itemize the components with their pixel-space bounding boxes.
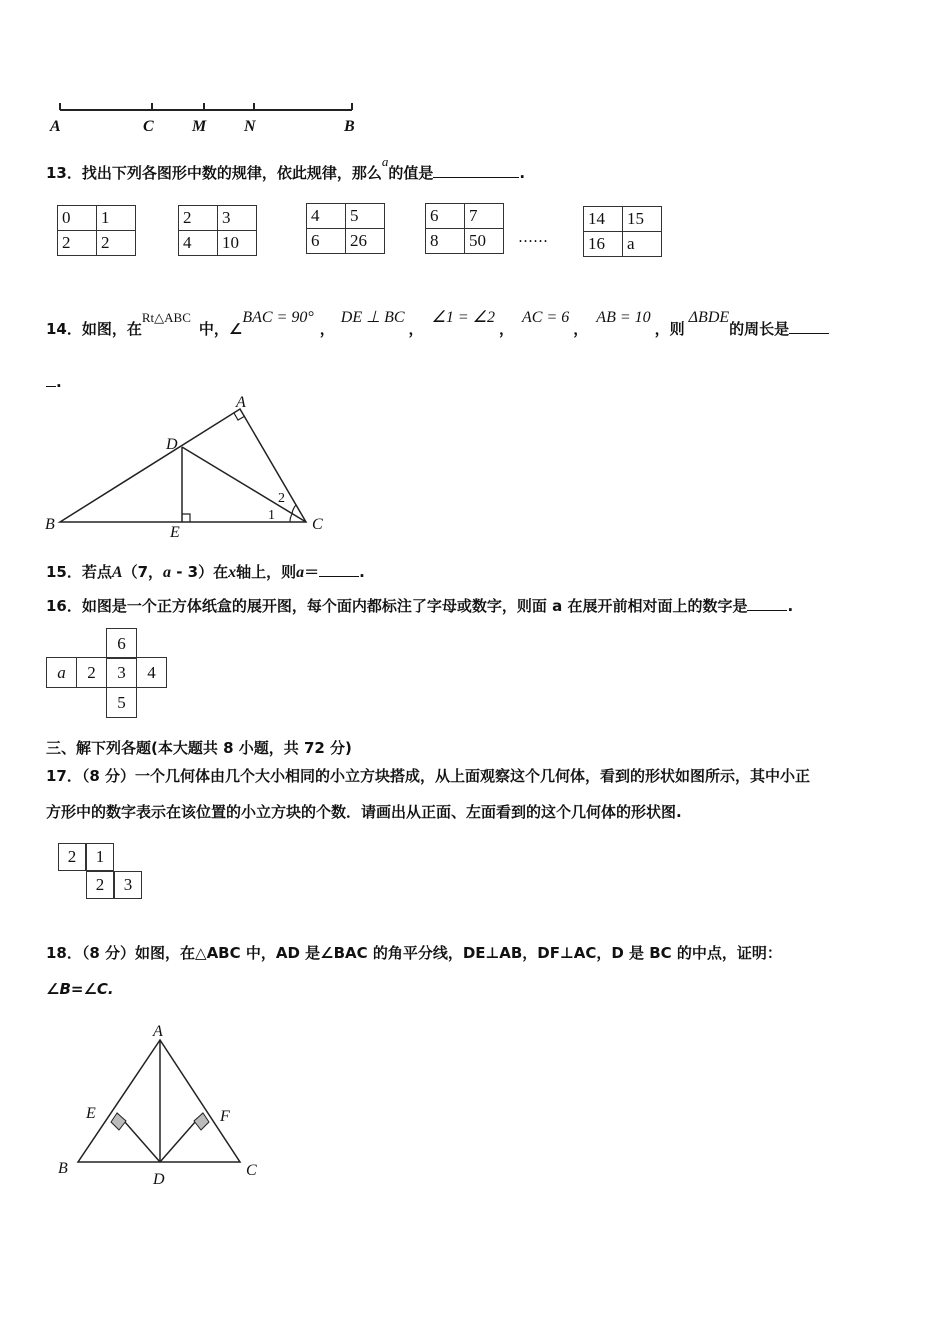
q15-end: . (359, 563, 365, 581)
q17-line-1: （8 分）一个几何体由几个大小相同的小立方块搭成，从上面观察这个几何体，看到的形状如图所示，其中小正 (81, 767, 811, 785)
q13-grid-4 (425, 203, 504, 254)
q14-text-1: 如图，在 (81, 320, 142, 338)
grid-cell: 15 (623, 207, 662, 232)
q15-expr: a (163, 564, 171, 581)
net-cell-4: 4 (136, 657, 167, 688)
q13-grid-3 (306, 203, 385, 254)
point-a-label: A (50, 118, 61, 135)
grid-cell: 4 (179, 231, 218, 256)
question-17 (46, 765, 810, 786)
grid-cell: 26 (346, 229, 385, 254)
point-c-label: C (143, 118, 154, 135)
q14-triangle-bde: ΔBDE (688, 309, 730, 326)
question-18 (46, 942, 782, 963)
grid-cell: 6 (426, 204, 465, 229)
q18-triangle-figure (50, 1020, 280, 1195)
question-13 (46, 154, 526, 183)
grid-cell: 4 (307, 204, 346, 229)
q14-end: . (56, 373, 62, 391)
q15-axis: x (228, 564, 237, 581)
q15-minus: - 3）在 (171, 563, 229, 581)
grid-cell: 10 (218, 231, 257, 256)
q17-number: 17． (46, 767, 82, 785)
fig18-label-c: C (246, 1162, 257, 1179)
q17-cell: 3 (114, 871, 142, 899)
q14-rt-triangle: Rt△ABC (141, 310, 191, 325)
q15-answer-blank[interactable] (319, 562, 359, 577)
section-3-title: 三、解下列各题(本大题共 8 小题，共 72 分) (46, 739, 352, 757)
grid-cell: 50 (465, 229, 504, 254)
q16-end: . (787, 597, 794, 615)
q13-ellipsis: …… (518, 228, 548, 246)
q14-text-4: 的周长是 (729, 320, 790, 338)
q13-text-after: 的值是 (388, 164, 434, 182)
grid-cell: 6 (307, 229, 346, 254)
fig14-label-c: C (312, 516, 323, 533)
net-cell-3: 3 (106, 657, 137, 688)
q13-end: . (519, 164, 526, 182)
grid-cell: 2 (97, 231, 136, 256)
q15-number: 15． (46, 563, 82, 581)
grid-cell: 3 (218, 206, 257, 231)
q18-line-1: （8 分）如图，在△ABC 中，AD 是∠BAC 的角平分线，DE⊥AB，DF⊥AC，D 是 BC 的中点，证明： (81, 944, 782, 962)
net-cell-bottom: 5 (106, 687, 137, 718)
grid-cell: 14 (584, 207, 623, 232)
point-n-label: N (244, 118, 256, 135)
q13-text-before: 找出下列各图形中数的规律，依此规律，那么 (81, 164, 382, 182)
q15-coord: （7， (122, 563, 163, 581)
grid-cell: 2 (179, 206, 218, 231)
fig18-label-e: E (86, 1105, 96, 1122)
question-18-line-2: ∠B=∠C. (46, 980, 114, 998)
point-m-label: M (192, 118, 207, 135)
q14-number: 14． (46, 320, 82, 338)
q16-answer-blank[interactable] (747, 596, 787, 611)
grid-cell: 5 (346, 204, 385, 229)
net-cell-a: a (46, 657, 77, 688)
grid-cell: a (623, 232, 662, 257)
question-16 (46, 595, 793, 616)
fig14-label-a: A (236, 394, 246, 411)
segment-figure (40, 95, 370, 140)
fig14-label-d: D (166, 436, 178, 453)
grid-cell: 0 (58, 206, 97, 231)
fig18-label-d: D (153, 1171, 165, 1188)
q14-ac-length: AC = 6 (522, 309, 570, 326)
q15-text-1: 若点 (81, 563, 112, 581)
q15-eq: ＝ (304, 563, 320, 581)
q14-answer-blank[interactable] (789, 319, 829, 334)
grid-cell: 2 (58, 231, 97, 256)
question-15 (46, 561, 365, 582)
fig14-label-b: B (45, 516, 55, 533)
q16-text: 如图是一个正方体纸盒的展开图，每个面内都标注了字母或数字，则面 a 在展开前相对面上的数字是 (81, 597, 748, 615)
fig14-label-e: E (170, 524, 180, 541)
fig14-angle-1: 1 (268, 508, 275, 523)
grid-cell: 1 (97, 206, 136, 231)
net-cell-top: 6 (106, 628, 137, 659)
q13-number: 13． (46, 164, 82, 182)
grid-cell: 8 (426, 229, 465, 254)
q13-variable: a (381, 154, 389, 169)
q14-comma: ， (408, 320, 424, 338)
q14-ab-length: AB = 10 (596, 309, 651, 326)
q13-grid-2 (178, 205, 257, 256)
grid-cell: 16 (584, 232, 623, 257)
question-14 (46, 309, 829, 339)
fig18-label-b: B (58, 1160, 68, 1177)
q14-equal-angles: ∠1 = ∠2 (431, 309, 496, 326)
q16-number: 16． (46, 597, 82, 615)
q17-cell: 1 (86, 843, 114, 871)
q15-answer-var: a (296, 564, 305, 581)
q14-comma: ， (319, 320, 335, 338)
q14-perpendicular: DE ⊥ BC (340, 309, 405, 326)
q13-answer-blank[interactable] (433, 163, 519, 178)
grid-cell: 7 (465, 204, 504, 229)
net-cell-2: 2 (76, 657, 107, 688)
q14-text-3: ，则 (654, 320, 685, 338)
point-b-label: B (344, 118, 355, 135)
fig14-angle-2: 2 (278, 491, 285, 506)
q14-comma: ， (573, 320, 589, 338)
q14-comma: ， (499, 320, 515, 338)
q14-answer-blank-cont[interactable] (46, 372, 56, 387)
q14-triangle-figure (40, 395, 340, 545)
q17-cell: 2 (86, 871, 114, 899)
q17-cell: 2 (58, 843, 86, 871)
q14-continuation (46, 372, 62, 391)
q14-angle: BAC = 90° (242, 309, 314, 326)
q15-point: A (111, 564, 123, 581)
q18-number: 18． (46, 944, 82, 962)
fig18-label-a: A (153, 1023, 163, 1040)
q15-text-2: 轴上，则 (236, 563, 297, 581)
q13-grid-5 (583, 206, 662, 257)
q14-text-2: 中，∠ (198, 320, 243, 338)
question-17-line-2: 方形中的数字表示在该位置的小立方块的个数．请画出从正面、左面看到的这个几何体的形状图. (46, 803, 682, 821)
q13-grid-1 (57, 205, 136, 256)
fig18-label-f: F (220, 1108, 230, 1125)
